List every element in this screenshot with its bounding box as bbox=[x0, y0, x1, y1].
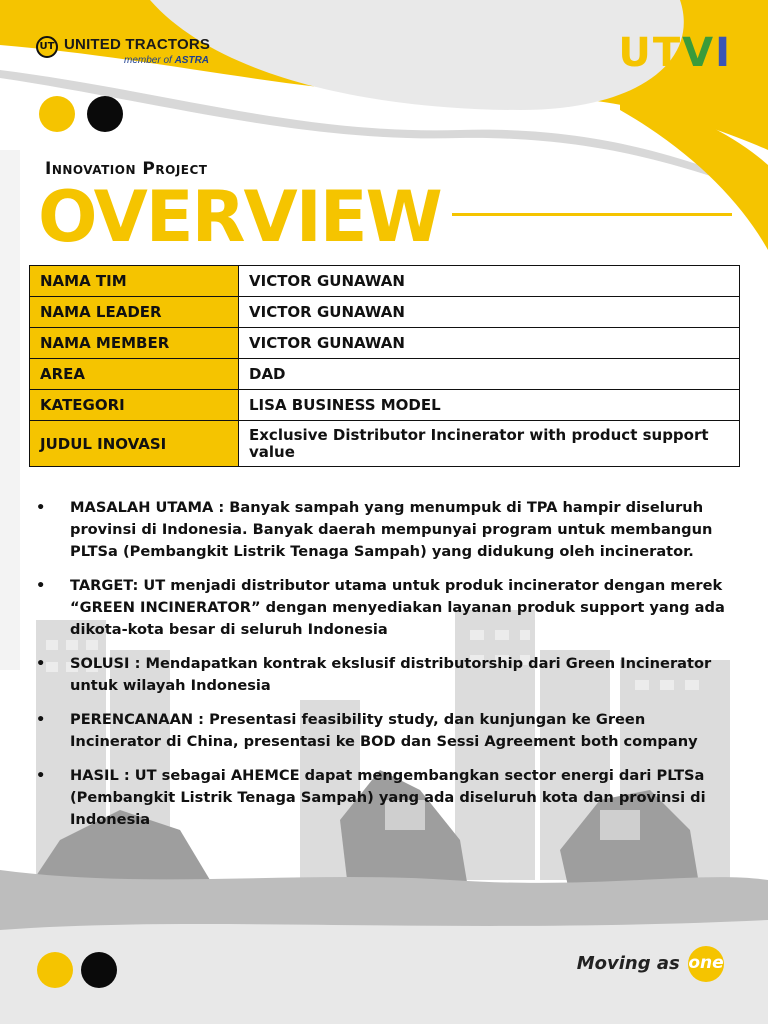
company-name: UNITED TRACTORS bbox=[64, 36, 211, 53]
row-value: DAD bbox=[239, 359, 740, 390]
bullet-list bbox=[36, 497, 732, 843]
table-row bbox=[30, 390, 740, 421]
row-value: VICTOR GUNAWAN bbox=[239, 328, 740, 359]
table-row bbox=[30, 297, 740, 328]
table-row bbox=[30, 328, 740, 359]
list-item bbox=[36, 497, 732, 563]
company-member-of: member of ASTRA bbox=[124, 55, 210, 66]
row-label: NAMA TIM bbox=[30, 266, 239, 297]
row-value: LISA BUSINESS MODEL bbox=[239, 390, 740, 421]
table-row bbox=[30, 266, 740, 297]
title-underline bbox=[452, 213, 732, 216]
yellow-dot-bottom bbox=[37, 952, 73, 988]
row-value: VICTOR GUNAWAN bbox=[239, 297, 740, 328]
bullet-mark: • bbox=[36, 655, 46, 672]
bullet-mark: • bbox=[36, 499, 46, 516]
bullet-text: SOLUSI : Mendapatkan kontrak ekslusif distributorship dari Green Incinerator untuk wilayah Indonesia bbox=[70, 655, 712, 694]
row-label: AREA bbox=[30, 359, 239, 390]
bullet-mark: • bbox=[36, 577, 46, 594]
utvi-letter-i: I bbox=[715, 30, 732, 76]
black-dot-bottom bbox=[81, 952, 117, 988]
row-label: JUDUL INOVASI bbox=[30, 421, 239, 467]
row-label: KATEGORI bbox=[30, 390, 239, 421]
utvi-letter-u: U bbox=[618, 30, 653, 76]
table-row bbox=[30, 421, 740, 467]
row-value: Exclusive Distributor Incinerator with product support value bbox=[239, 421, 740, 467]
row-label: NAMA LEADER bbox=[30, 297, 239, 328]
bullet-text: HASIL : UT sebagai AHEMCE dapat mengembangkan sector energi dari PLTSa (Pembangkit Listrik Tenaga Sampah) yang ada diseluruh kota dan provinsi di Indonesia bbox=[70, 767, 706, 828]
tagline-text: Moving as bbox=[576, 953, 680, 974]
row-label: NAMA MEMBER bbox=[30, 328, 239, 359]
list-item bbox=[36, 709, 732, 753]
list-item bbox=[36, 575, 732, 641]
bullet-mark: • bbox=[36, 711, 46, 728]
black-dot-top bbox=[87, 96, 123, 132]
list-item bbox=[36, 765, 732, 831]
united-tractors-logo bbox=[36, 34, 236, 74]
utvi-letter-t: T bbox=[652, 30, 683, 76]
utvi-letter-v: V bbox=[682, 30, 716, 76]
utvi-logo bbox=[618, 30, 732, 76]
tagline-highlight: one bbox=[688, 946, 724, 982]
moving-as-one-logo bbox=[577, 946, 724, 982]
table-row bbox=[30, 359, 740, 390]
bullet-mark: • bbox=[36, 767, 46, 784]
page-kicker: Innovation Project bbox=[45, 159, 208, 179]
project-info-table bbox=[29, 265, 740, 467]
row-value: VICTOR GUNAWAN bbox=[239, 266, 740, 297]
ut-logo-icon: UT bbox=[36, 36, 58, 58]
yellow-dot-top bbox=[39, 96, 75, 132]
bullet-text: MASALAH UTAMA : Banyak sampah yang menumpuk di TPA hampir diseluruh provinsi di Indonesia. Banyak daerah mempunyai program untuk membangun PLTSa (Pembangkit Listrik Tenaga Sampah) yang didukung oleh incinerator. bbox=[70, 499, 713, 560]
bullet-text: PERENCANAAN : Presentasi feasibility study, dan kunjungan ke Green Incinerator di China, presentasi ke BOD dan Sessi Agreement both company bbox=[70, 711, 698, 750]
list-item bbox=[36, 653, 732, 697]
page-title: OVERVIEW bbox=[38, 176, 441, 258]
bullet-text: TARGET: UT menjadi distributor utama untuk produk incinerator dengan merek “GREEN INCINERATOR” dengan menyediakan layanan produk support yang ada dikota-kota besar di seluruh Indonesia bbox=[70, 577, 725, 638]
